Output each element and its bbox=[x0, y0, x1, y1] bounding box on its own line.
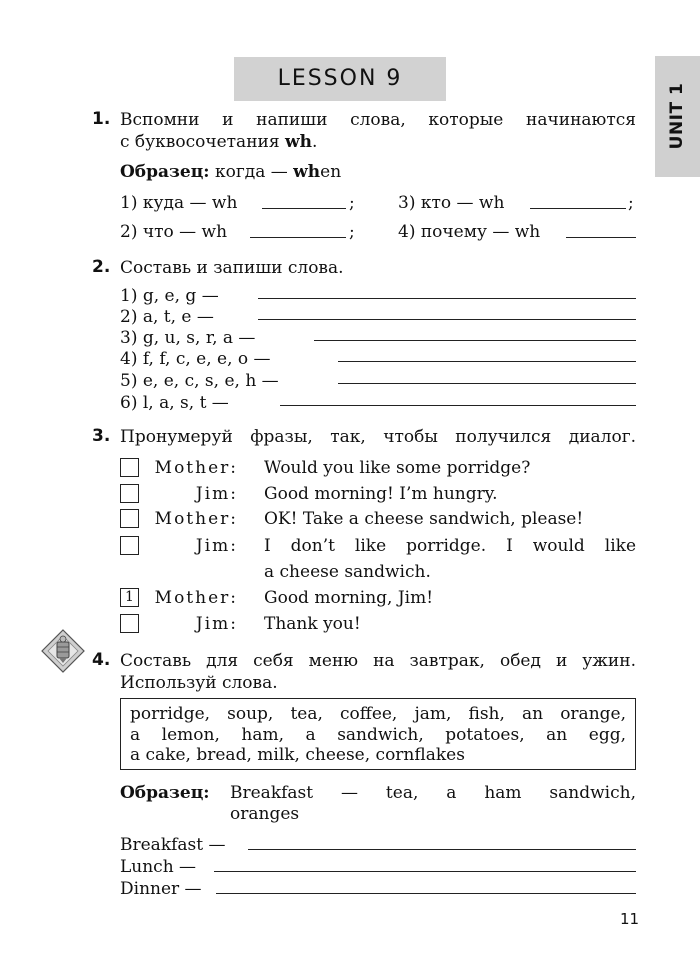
meal-breakfast-line[interactable] bbox=[248, 849, 636, 850]
unit-tab-label: UNIT 1 bbox=[667, 82, 687, 150]
task1-answer-line-2[interactable] bbox=[250, 237, 346, 238]
task2-answer-line-5[interactable] bbox=[338, 383, 636, 384]
task2-answer-line-1[interactable] bbox=[258, 298, 636, 299]
task1-item-1: 1) куда — wh bbox=[120, 193, 238, 213]
task1-item-4: 4) почему — wh bbox=[398, 222, 541, 242]
task1-text-bold: wh bbox=[284, 132, 312, 152]
task1-answer-line-1[interactable] bbox=[262, 208, 346, 209]
dialog-line-6: Thank you! bbox=[264, 614, 361, 634]
word-box-line-2: a lemon, ham, a sandwich, potatoes, an egg, bbox=[130, 725, 626, 745]
task2-answer-line-2[interactable] bbox=[258, 319, 636, 320]
task3-number: 3. bbox=[92, 426, 111, 446]
dialog-line-3: OK! Take a cheese sandwich, please! bbox=[264, 509, 584, 529]
dialog-number-box-6[interactable] bbox=[120, 614, 139, 633]
task2-item-2: 2) a, t, e — bbox=[120, 307, 214, 327]
task1-example-rest: en bbox=[320, 162, 342, 182]
task4-number: 4. bbox=[92, 650, 111, 670]
task1-example-bold: wh bbox=[293, 162, 321, 182]
task1-answer-line-3[interactable] bbox=[530, 208, 626, 209]
task4-text-line1: Составь для себя меню на завтрак, обед и ужин. bbox=[120, 651, 636, 671]
dialog-number-box-2[interactable] bbox=[120, 484, 139, 503]
word-box bbox=[120, 698, 636, 770]
task1-text-line1: Вспомни и напиши слова, которые начинаются bbox=[120, 110, 636, 130]
dialog-speaker-1: Mother: bbox=[154, 458, 238, 478]
dialog-number-box-4[interactable] bbox=[120, 536, 139, 555]
task2-item-1: 1) g, e, g — bbox=[120, 286, 219, 306]
dialog-line-4: I don’t like porridge. I would like bbox=[264, 536, 636, 556]
task4-example-label bbox=[120, 782, 210, 804]
dialog-speaker-6: Jim: bbox=[195, 614, 238, 634]
task1-example-label: Образец: bbox=[120, 162, 210, 182]
task2-answer-line-4[interactable] bbox=[338, 361, 636, 362]
page-number: 11 bbox=[620, 910, 640, 928]
dialog-number-box-1[interactable] bbox=[120, 458, 139, 477]
task2-text: Составь и запиши слова. bbox=[120, 258, 344, 278]
task1-number: 1. bbox=[92, 109, 111, 129]
task1-example bbox=[120, 161, 341, 183]
task1-item-2: 2) что — wh bbox=[120, 222, 228, 242]
dialog-speaker-4: Jim: bbox=[195, 536, 238, 556]
dialog-line-2: Good morning! I’m hungry. bbox=[264, 484, 498, 504]
dialog-speaker-2: Jim: bbox=[195, 484, 238, 504]
task2-item-4: 4) f, f, c, e, e, o — bbox=[120, 349, 271, 369]
dialog-line-4b: a cheese sandwich. bbox=[264, 562, 431, 582]
dialog-line-5: Good morning, Jim! bbox=[264, 588, 434, 608]
pencil-diamond-icon bbox=[40, 628, 86, 674]
dialog-speaker-3: Mother: bbox=[154, 509, 238, 529]
meal-dinner: Dinner — bbox=[120, 879, 202, 899]
task1-item-3-end: ; bbox=[628, 193, 634, 213]
dialog-speaker-5: Mother: bbox=[154, 588, 238, 608]
task2-item-5: 5) e, e, c, s, e, h — bbox=[120, 371, 279, 391]
unit-tab bbox=[655, 56, 700, 177]
task2-item-3: 3) g, u, s, r, a — bbox=[120, 328, 256, 348]
task2-answer-line-6[interactable] bbox=[280, 405, 636, 406]
task2-number: 2. bbox=[92, 257, 111, 277]
meal-breakfast: Breakfast — bbox=[120, 835, 226, 855]
task1-text-pre: с буквосочетания bbox=[120, 132, 285, 152]
task2-answer-line-3[interactable] bbox=[314, 340, 636, 341]
dialog-line-1: Would you like some porridge? bbox=[264, 458, 531, 478]
task1-item-3: 3) кто — wh bbox=[398, 193, 505, 213]
meal-lunch-line[interactable] bbox=[214, 871, 636, 872]
task4-text-line2: Используй слова. bbox=[120, 673, 278, 693]
meal-dinner-line[interactable] bbox=[216, 893, 636, 894]
task2-item-6: 6) l, a, s, t — bbox=[120, 393, 229, 413]
task1-item-2-end: ; bbox=[349, 222, 355, 242]
task1-example-text: когда — bbox=[209, 162, 294, 182]
task3-text: Пронумеруй фразы, так, чтобы получился диалог. bbox=[120, 427, 636, 447]
lesson-title: LESSON 9 bbox=[234, 57, 446, 101]
task4-example-line2: oranges bbox=[230, 804, 300, 824]
word-box-line-1: porridge, soup, tea, coffee, jam, fish, an orange, bbox=[130, 704, 626, 724]
word-box-line-3: a cake, bread, milk, cheese, cornflakes bbox=[130, 745, 465, 765]
dialog-number-box-5[interactable]: 1 bbox=[120, 588, 139, 607]
task1-text-post: . bbox=[311, 132, 318, 152]
task4-example-label-bold: Образец: bbox=[120, 783, 210, 803]
task1-text-line2 bbox=[120, 131, 317, 153]
task1-item-1-end: ; bbox=[349, 193, 355, 213]
dialog-number-box-3[interactable] bbox=[120, 509, 139, 528]
task4-example-line1: Breakfast — tea, a ham sandwich, bbox=[230, 783, 636, 803]
task1-answer-line-4[interactable] bbox=[566, 237, 636, 238]
meal-lunch: Lunch — bbox=[120, 857, 197, 877]
